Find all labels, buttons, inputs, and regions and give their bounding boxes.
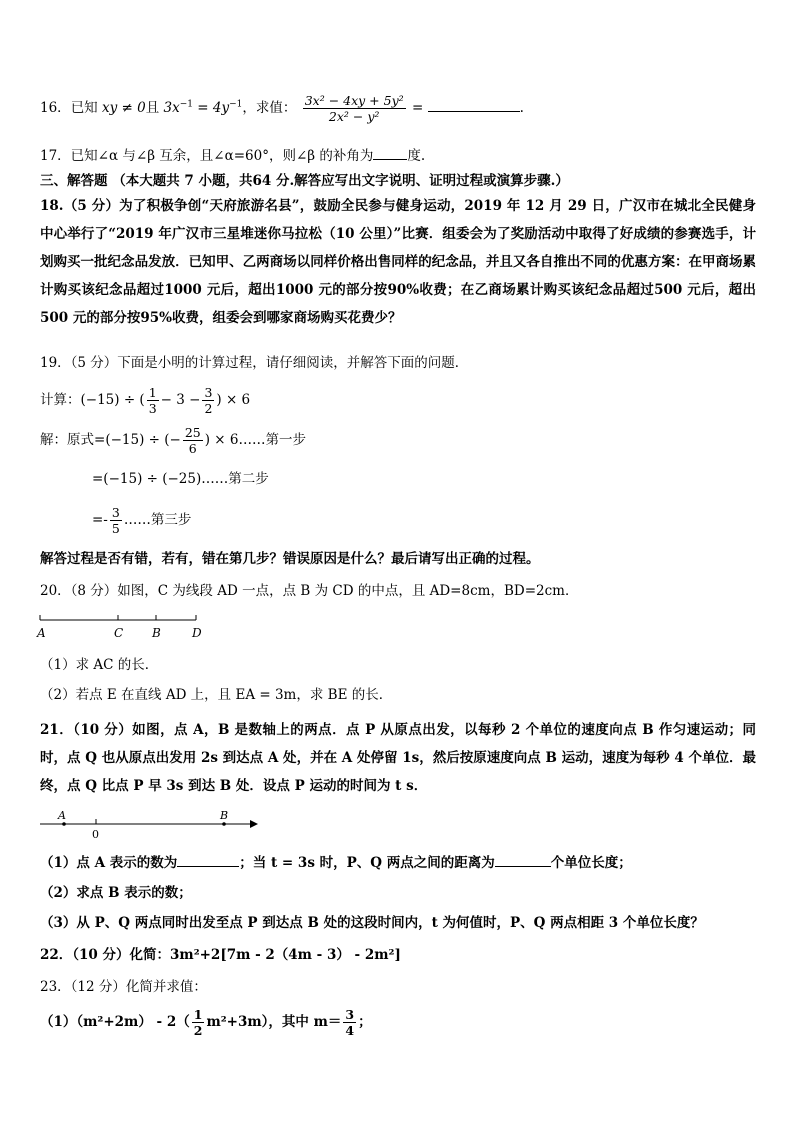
q19-step-3: =- $\frac{3}{5}$ ……第三步 bbox=[92, 505, 192, 536]
number-line bbox=[36, 810, 266, 842]
point-a bbox=[62, 822, 66, 826]
question-16: 16．已知 xy ≠ 0且 $3x^{-1} = 4y^{-1}$，求值： $\frac{\text{3x² − 4xy + 5y²}}{\text{2x² − y²}}$ = . bbox=[40, 93, 524, 124]
section-heading: 三、解答题 （本大题共 7 小题，共64 分.解答应写出文字说明、证明过程或演算步骤.） bbox=[40, 173, 569, 189]
q19-calculation: 计算：(−15) ÷ ( $\frac{1}{3}$ − 3 − $\frac{3}{2}$ ) × 6 bbox=[40, 385, 251, 416]
label-c: C bbox=[114, 626, 124, 640]
q19-step-2: =(−15) ÷ (−25)……第二步 bbox=[92, 471, 269, 487]
label-a: A bbox=[37, 626, 46, 640]
segment-diagram bbox=[36, 610, 216, 642]
q21-sub-3: （3）从 P、Q 两点同时出发至点 P 到达点 B 处的这段时间内，t 为何值时，P、Q 两点相距 3 个单位长度？ bbox=[40, 915, 704, 931]
question-22: 22．（10 分）化简：3m²+2[7m - 2（4m - 3） - 2m²] bbox=[40, 947, 401, 963]
q19-step-1: 解：原式=(−15) ÷ (− $\frac{25}{6}$ ) × 6……第一步 bbox=[40, 425, 306, 456]
question-19-title: 19．（5 分）下面是小明的计算过程，请仔细阅读，并解答下面的问题． bbox=[40, 355, 469, 371]
question-23-title: 23．（12 分）化简并求值： bbox=[40, 979, 207, 995]
question-18: 18.（5 分）为了积极争创“天府旅游名县”，鼓励全民参与健身运动，2019 年 12 月 29 日，广汉市在城北全民健身中心举行了“2019 年广汉市三星堆迷你马拉松（10 公里）”比赛．组委会为了奖励活动中取得了好成绩的参赛选手，计划购买一批纪念品发放．已知甲、乙两商场以同样价格出售同样的纪念品，并且又各自推出不同的优惠方案：在甲商场累计购买该纪念品超过1000 元后，超出1000 元的部分按90%收费；在乙商场累计购买该纪念品超过500 元后，超出500 元的部分按95%收费，组委会到哪家商场购买花费少？ bbox=[40, 198, 756, 326]
label-b: B bbox=[152, 626, 161, 640]
question-17: 17．已知∠α 与∠β 互余，且∠α=60°，则∠β 的补角为 度. bbox=[40, 145, 756, 165]
answer-blank[interactable] bbox=[177, 852, 239, 867]
q23-sub-1: （1）（m²+2m） - 2（ $\frac{1}{2}$ m²+3m），其中 m＝ $\frac{3}{4}$ ； bbox=[40, 1007, 372, 1038]
q16-number: 16． bbox=[40, 100, 71, 116]
axis-label-a: A bbox=[58, 810, 66, 822]
answer-blank[interactable] bbox=[373, 145, 407, 160]
answer-blank[interactable] bbox=[495, 852, 551, 867]
answer-blank[interactable] bbox=[428, 97, 520, 112]
q21-sub-2: （2）求点 B 表示的数； bbox=[40, 885, 192, 901]
q20-sub-1: （1）求 AC 的长． bbox=[40, 657, 159, 673]
axis-arrow bbox=[250, 820, 258, 828]
q21-sub-1: （1）点 A 表示的数为 ；当 t = 3s 时，P、Q 两点之间的距离为 个单位长度； bbox=[40, 852, 756, 872]
axis-label-b: B bbox=[220, 810, 229, 822]
question-20-title: 20．（8 分）如图，C 为线段 AD 一点，点 B 为 CD 的中点，且 AD=8cm，BD=2cm． bbox=[40, 583, 579, 599]
q19-question: 解答过程是否有错，若有，错在第几步？错误原因是什么？最后请写出正确的过程。 bbox=[40, 551, 540, 567]
axis-label-origin: 0 bbox=[92, 828, 99, 841]
label-d: D bbox=[192, 626, 202, 640]
point-b bbox=[222, 822, 226, 826]
q20-sub-2: （2）若点 E 在直线 AD 上，且 EA = 3m，求 BE 的长． bbox=[40, 687, 393, 703]
q16-fraction: $\frac{\text{3x² − 4xy + 5y²}}{\text{2x² − y²}}$ bbox=[304, 93, 404, 124]
question-21: 21．（10 分）如图，点 A，B 是数轴上的两点．点 P 从原点出发，以每秒 2 个单位的速度向点 B 作匀速运动；同时，点 Q 也从原点出发用 2s 到达点 A 处，并在 A 处停留 1s，然后按原速度向点 B 运动，速度为每秒 4 个单位．最终，点 Q 比点 P 早 3s 到达 B 处．设点 P 运动的时间为 t s． bbox=[40, 722, 756, 794]
